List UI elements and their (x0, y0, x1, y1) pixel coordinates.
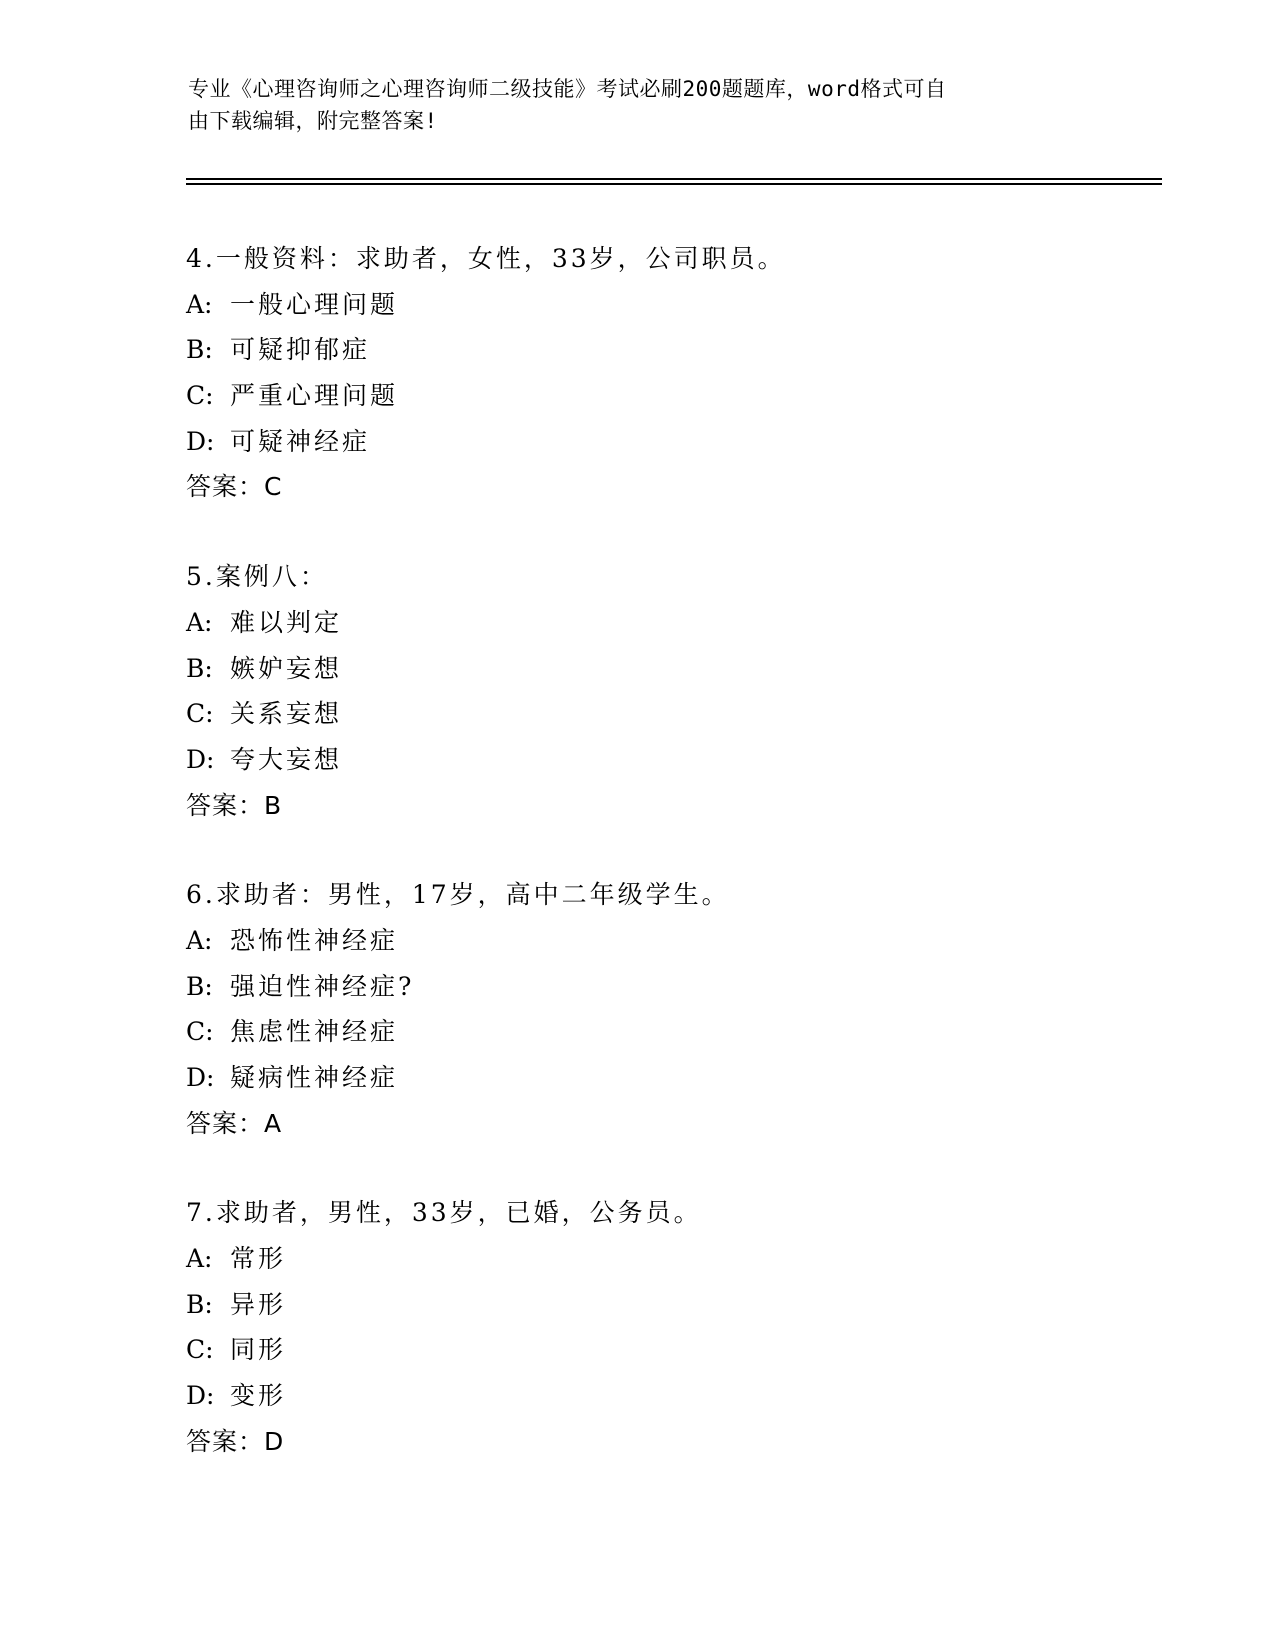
divider-line-top (186, 178, 1162, 180)
option-d (186, 419, 1146, 465)
question-item (186, 872, 1146, 1146)
divider-line-bottom (186, 183, 1162, 185)
option-text: 严重心理问题 (230, 381, 399, 411)
option-b (186, 327, 1146, 373)
option-text: 常形 (230, 1244, 287, 1274)
question-stem: 6.求助者：男性，17岁，高中二年级学生。 (186, 880, 730, 910)
header-line-1: 专业《心理咨询师之心理咨询师二级技能》考试必刷200题题库，word格式可自 (188, 77, 947, 101)
header-line-2: 由下载编辑，附完整答案! (188, 109, 438, 133)
option-text: 难以判定 (230, 607, 343, 637)
option-d (186, 1055, 1146, 1101)
option-b (186, 1282, 1146, 1328)
answer-line: 答案：C (186, 472, 283, 502)
option-a (186, 600, 1146, 646)
option-text: 强迫性神经症? (230, 971, 415, 1001)
option-text: 关系妄想 (230, 699, 343, 729)
option-a (186, 1236, 1146, 1282)
question-list (186, 236, 1146, 1509)
option-text: 同形 (230, 1335, 287, 1365)
option-letter: D: (186, 1381, 215, 1411)
option-d (186, 737, 1146, 783)
option-text: 夸大妄想 (230, 744, 343, 774)
option-letter: B: (186, 1289, 213, 1319)
option-text: 恐怖性神经症 (230, 925, 399, 955)
option-text: 可疑神经症 (230, 426, 371, 456)
option-text: 疑病性神经症 (230, 1063, 399, 1092)
option-letter: C: (186, 699, 214, 729)
header-divider (186, 178, 1162, 185)
option-text: 焦虑性神经症 (230, 1017, 399, 1047)
option-a (186, 918, 1146, 964)
option-text: 变形 (230, 1381, 287, 1411)
option-letter: B: (186, 335, 213, 365)
option-letter: D: (186, 1063, 215, 1092)
option-c (186, 1327, 1146, 1373)
answer-line: 答案：D (186, 1426, 285, 1456)
question-item (186, 236, 1146, 510)
question-item (186, 554, 1146, 828)
option-text: 异形 (230, 1289, 287, 1319)
question-item (186, 1190, 1146, 1464)
answer-line: 答案：B (186, 790, 283, 820)
option-letter: C: (186, 1335, 214, 1365)
option-letter: D: (186, 426, 215, 456)
option-b (186, 646, 1146, 692)
question-stem: 4.一般资料：求助者，女性，33岁，公司职员。 (186, 244, 786, 273)
option-letter: C: (186, 381, 214, 411)
option-letter: A: (186, 289, 213, 319)
answer-line: 答案：A (186, 1108, 283, 1138)
option-c (186, 1009, 1146, 1055)
option-c (186, 373, 1146, 419)
option-text: 一般心理问题 (230, 289, 399, 319)
option-letter: B: (186, 971, 213, 1001)
option-text: 嫉妒妄想 (230, 653, 343, 683)
option-letter: A: (186, 607, 213, 637)
option-c (186, 691, 1146, 737)
option-letter: B: (186, 653, 213, 683)
option-text: 可疑抑郁症 (230, 335, 371, 365)
option-letter: A: (186, 925, 213, 955)
option-letter: A: (186, 1244, 213, 1274)
option-a (186, 282, 1146, 328)
option-b (186, 964, 1146, 1010)
document-header (188, 73, 1068, 137)
question-stem: 7.求助者，男性，33岁，已婚，公务员。 (186, 1198, 702, 1228)
question-stem: 5.案例八： (186, 562, 328, 592)
option-letter: C: (186, 1017, 214, 1047)
option-d (186, 1373, 1146, 1419)
option-letter: D: (186, 744, 215, 774)
